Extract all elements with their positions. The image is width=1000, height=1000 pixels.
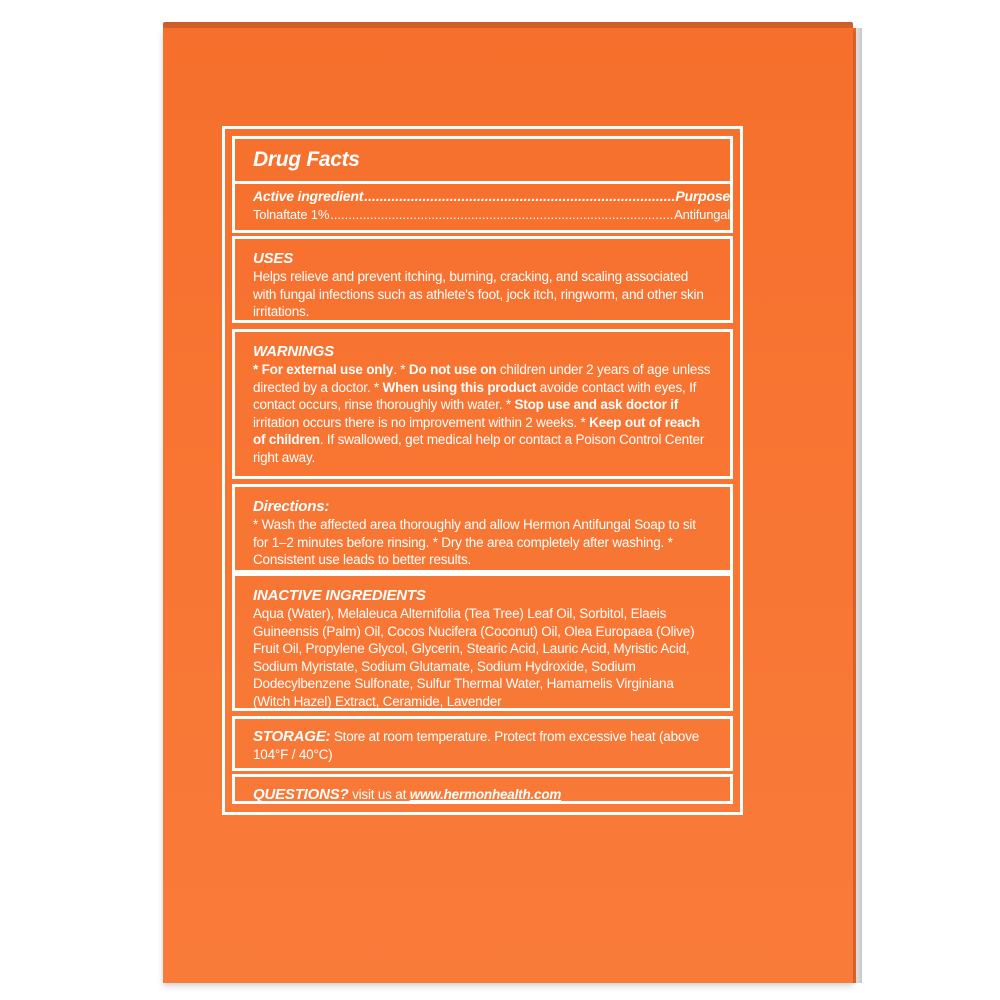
inactive-ingredients-text: Aqua (Water), Melaleuca Alternifolia (Tea Tree) Leaf Oil, Sorbitol, Elaeis Guineensis (Palm) Oil, Cocos Nucifera (Coconut) Oil, Olea Europaea (Olive) Fruit Oil, Propylene Glycol, Glycerin, Stearic Acid, Lauric Acid, Myristic Acid, Sodium Myristate, Sodium Glutamate, Sodium Hydroxide, Sodium Dodecylbenzene Sulfonate, Sulfur Thermal Water, Hamamelis Virginiana (Witch Hazel) Extract, Ceramide, Lavender — [253, 606, 695, 709]
active-ingredient-header-row — [253, 188, 730, 206]
warning-do-not-use: Do not use on — [408, 362, 497, 377]
active-ingredient-header: Active ingredient — [253, 188, 364, 204]
purpose-header: Purpose — [675, 188, 730, 204]
storage-heading: STORAGE: — [253, 728, 331, 745]
dot-leader — [364, 188, 674, 206]
warnings-text: * For external use only. * Do not use on children under 2 years of age unless directed by a doctor. * When using this product avoide contact with eyes, If contact occurs, rinse thoroughly with water. * Stop use and ask doctor if irritation occurs there is no improvement within 2 weeks. * Keep out of reach of children. If swallowed, get medical help or contact a Poison Control Center right away. — [253, 362, 711, 465]
ingredient-name: Tolnaftate 1% — [253, 206, 330, 222]
questions-section — [232, 774, 733, 804]
uses-text: Helps relieve and prevent itching, burning, cracking, and scaling associated with fungal infections such as athlete's foot, jock itch, ringworm, and other skin irritations. — [253, 269, 704, 319]
directions-section — [232, 484, 733, 573]
drug-facts-section — [232, 136, 733, 233]
website-link[interactable]: www.hermonhealth.com — [409, 787, 562, 802]
storage-text — [253, 728, 730, 763]
uses-heading: USES — [253, 250, 294, 267]
directions-text: * Wash the affected area thoroughly and allow Hermon Antifungal Soap to sit for 1–2 minutes before rinsing. * Dry the area completely after washing. * Consistent use leads to better results. — [253, 517, 696, 567]
warning-keep-out-of-reach: Keep out of reach of children — [253, 414, 700, 447]
storage-body: Store at room temperature. Protect from excessive heat (above 104°F / 40°C) — [253, 729, 700, 762]
box-side-edge — [852, 28, 862, 983]
ingredient-row — [253, 206, 730, 224]
uses-section — [232, 236, 733, 323]
warning-when-using: When using this product — [382, 379, 537, 395]
drug-facts-panel — [222, 126, 743, 815]
warnings-heading: WARNINGS — [253, 343, 334, 360]
warning-stop-use: Stop use and ask doctor if — [514, 397, 679, 412]
ingredient-purpose: Antifungal — [674, 206, 730, 222]
drug-facts-title: Drug Facts — [253, 148, 360, 171]
questions-heading: QUESTIONS? — [253, 786, 349, 803]
warnings-section — [232, 329, 733, 479]
divider — [235, 181, 730, 184]
inactive-ingredients-section — [232, 573, 733, 711]
warning-external-use: * For external use only — [253, 362, 394, 377]
questions-text — [253, 786, 730, 804]
dot-leader — [330, 206, 673, 224]
directions-heading: Directions: — [253, 498, 330, 515]
storage-section — [232, 716, 733, 771]
inactive-ingredients-heading: INACTIVE INGREDIENTS — [253, 587, 426, 604]
questions-body: visit us at — [348, 787, 410, 802]
